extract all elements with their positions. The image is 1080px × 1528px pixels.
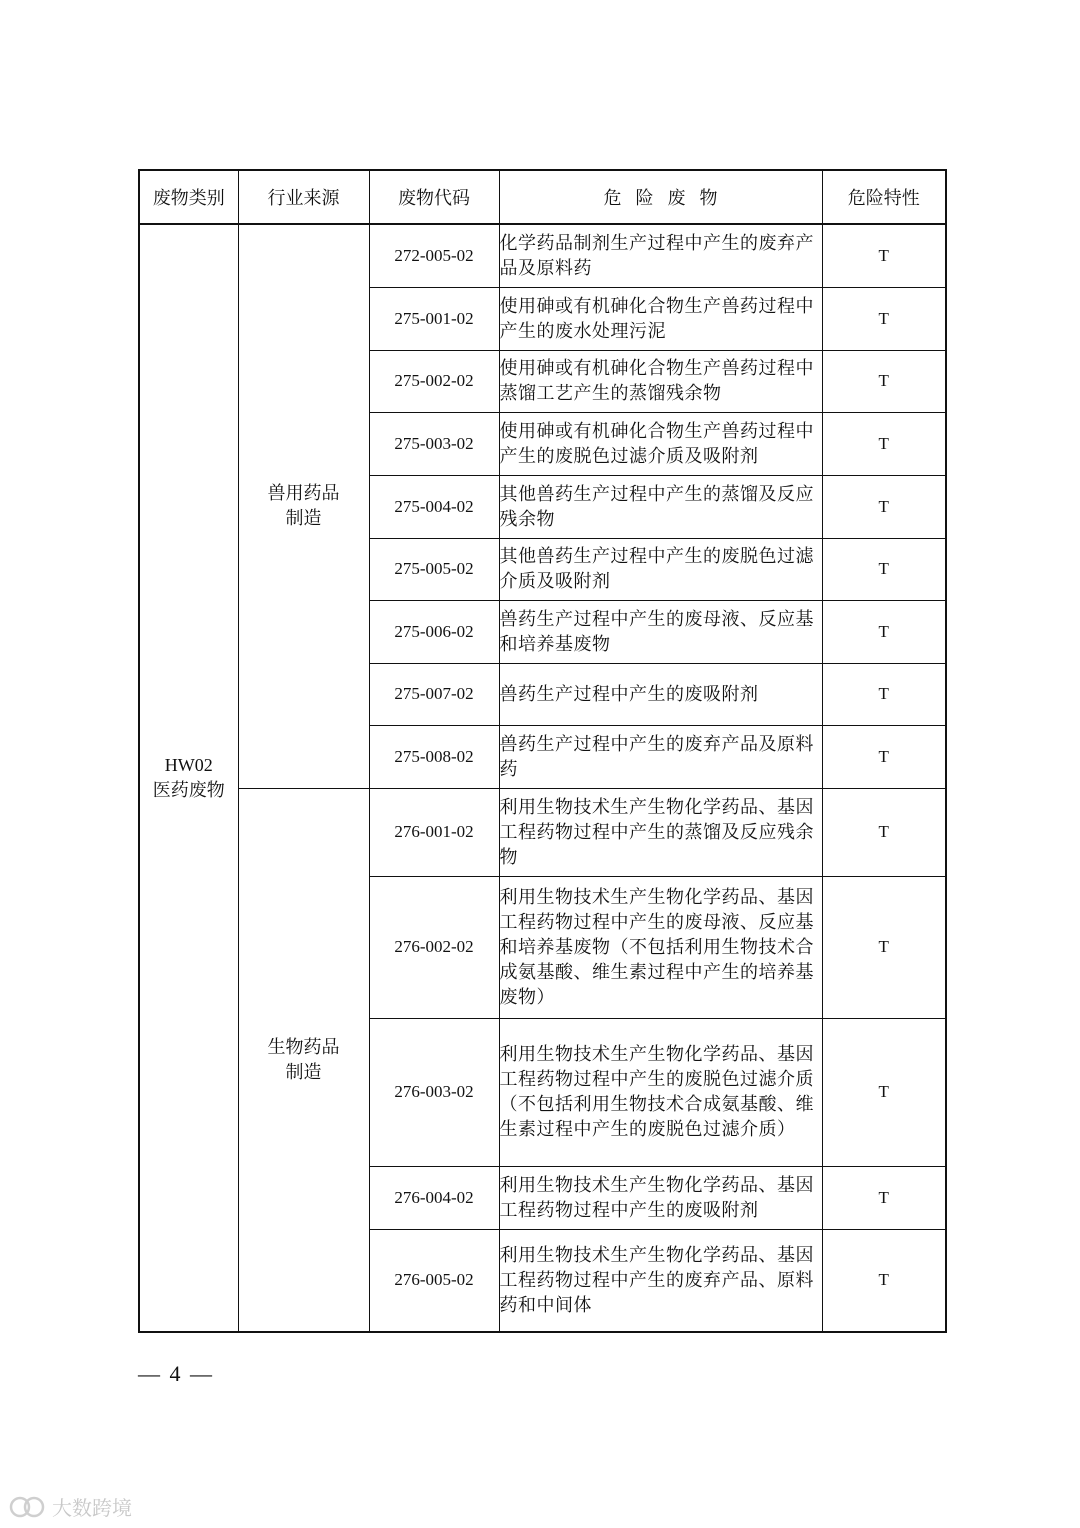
hazard-characteristic: T [822,1018,946,1166]
waste-description: 利用生物技术生产生物化学药品、基因工程药物过程中产生的废吸附剂 [499,1166,822,1229]
source-cell-biological [238,788,369,1332]
header-hazard: 危险废物 [499,170,822,224]
source-label-line1: 生物药品 [267,1036,340,1058]
table-header-row [139,170,946,224]
header-code: 废物代码 [369,170,499,224]
waste-code: 276-001-02 [369,788,499,876]
waste-code: 272-005-02 [369,224,499,287]
waste-description: 兽药生产过程中产生的废母液、反应基和培养基废物 [499,600,822,663]
waste-description: 使用砷或有机砷化合物生产兽药过程中蒸馏工艺产生的蒸馏残余物 [499,350,822,412]
waste-code: 275-008-02 [369,725,499,788]
hazard-characteristic: T [822,350,946,412]
waste-code: 276-003-02 [369,1018,499,1166]
source-cell-veterinary [238,224,369,788]
header-source: 行业来源 [238,170,369,224]
category-name: 医药废物 [152,780,225,801]
source-label-line1: 兽用药品 [267,483,340,505]
source-label-line2: 制造 [285,508,322,530]
header-characteristic: 危险特性 [822,170,946,224]
waste-description: 兽药生产过程中产生的废吸附剂 [499,663,822,725]
waste-code: 275-004-02 [369,475,499,538]
header-category: 废物类别 [139,170,238,224]
category-cell [139,224,238,1332]
hazard-characteristic: T [822,788,946,876]
hazard-characteristic: T [822,224,946,287]
table-row [139,224,946,287]
waste-code: 276-004-02 [369,1166,499,1229]
page-number: — 4 — [138,1361,214,1386]
hazard-characteristic: T [822,1229,946,1332]
watermark [8,1492,132,1521]
hazard-characteristic: T [822,1166,946,1229]
waste-description: 使用砷或有机砷化合物生产兽药过程中产生的废水处理污泥 [499,287,822,350]
waste-description: 其他兽药生产过程中产生的废脱色过滤介质及吸附剂 [499,538,822,600]
hazard-characteristic: T [822,412,946,475]
waste-description: 使用砷或有机砷化合物生产兽药过程中产生的废脱色过滤介质及吸附剂 [499,412,822,475]
hazard-characteristic: T [822,663,946,725]
hazard-characteristic: T [822,538,946,600]
hazard-characteristic: T [822,287,946,350]
waste-code: 275-005-02 [369,538,499,600]
waste-description: 化学药品制剂生产过程中产生的废弃产品及原料药 [499,224,822,287]
waste-code: 275-002-02 [369,350,499,412]
waste-description: 利用生物技术生产生物化学药品、基因工程药物过程中产生的废母液、反应基和培养基废物（不包括利用生物技术合成氨基酸、维生素过程中产生的培养基废物） [499,876,822,1018]
waste-table [138,169,947,1333]
hazard-characteristic: T [822,876,946,1018]
waste-description: 利用生物技术生产生物化学药品、基因工程药物过程中产生的废脱色过滤介质（不包括利用生物技术合成氨基酸、维生素过程中产生的废脱色过滤介质） [499,1018,822,1166]
waste-code: 276-005-02 [369,1229,499,1332]
waste-code: 275-007-02 [369,663,499,725]
waste-description: 利用生物技术生产生物化学药品、基因工程药物过程中产生的蒸馏及反应残余物 [499,788,822,876]
watermark-text: 大数跨境 [52,1496,132,1520]
waste-code: 275-006-02 [369,600,499,663]
table-row [139,788,946,876]
hazard-characteristic: T [822,725,946,788]
category-code: HW02 [164,755,213,775]
hazard-characteristic: T [822,600,946,663]
waste-code: 276-002-02 [369,876,499,1018]
logo-icon [8,1494,48,1520]
waste-description: 兽药生产过程中产生的废弃产品及原料药 [499,725,822,788]
hazard-characteristic: T [822,475,946,538]
waste-code: 275-001-02 [369,287,499,350]
waste-description: 其他兽药生产过程中产生的蒸馏及反应残余物 [499,475,822,538]
waste-code: 275-003-02 [369,412,499,475]
waste-description: 利用生物技术生产生物化学药品、基因工程药物过程中产生的废弃产品、原料药和中间体 [499,1229,822,1332]
source-label-line2: 制造 [285,1061,322,1083]
